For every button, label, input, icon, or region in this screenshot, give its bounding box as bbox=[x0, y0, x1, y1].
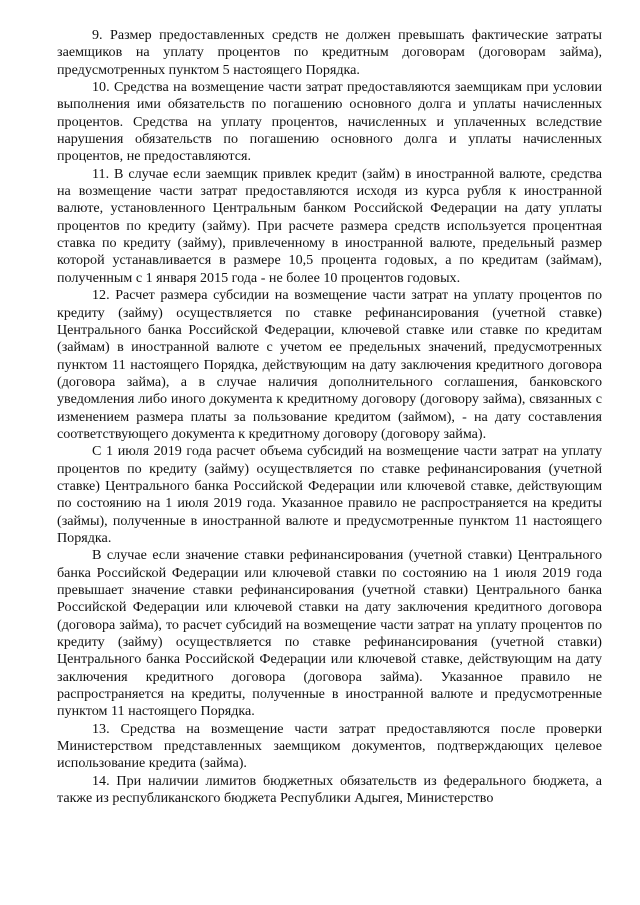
paragraph-9: 9. Размер предоставленных средств не должен превышать фактические затраты заемщиков на уплату процентов по кредитным договорам (договорам займа), предусмотренных пунктом 5 настоящего Порядка. bbox=[57, 27, 602, 78]
paragraph-11: 11. В случае если заемщик привлек кредит (займ) в иностранной валюте, средства на возмещение части затрат предоставляются исходя из курса рубля к иностранной валюте, установленного Центральным банком Российской Федерации на дату уплаты процентов по кредиту (займу). При расчете размера средств используется процентная ставка по кредиту (займу), привлеченному в иностранной валюте, предельный размер которой устанавливается в размере 10,5 процента годовых, а по кредитам (займам), полученным с 1 января 2015 года - не более 10 процентов годовых. bbox=[57, 165, 602, 286]
paragraph-12: 12. Расчет размера субсидии на возмещение части затрат на уплату процентов по кредиту (займу) осуществляется по ставке рефинансирования (учетной ставке) Центрального банка Российской Федерации, ключевой ставке или ставке по кредитам (займам) в иностранной валюте с учетом ее предельных значений, предусмотренных пунктом 11 настоящего Порядка, действующим на дату заключения кредитного договора (договора займа), а в случае наличия дополнительного соглашения, банковского уведомления либо иного документа к кредитному договору (договору займа), связанных с изменением размера платы за пользование кредитом (займом), - на дату составления соответствующего документа к кредитному договору (договору займа). bbox=[57, 287, 602, 442]
paragraph-12-exception: В случае если значение ставки рефинансирования (учетной ставки) Центрального банка Российской Федерации или ключевой ставки по состоянию на 1 июля 2019 года превышает значение ставки рефинансирования (учетной ставки) Центрального банка Российской Федерации или ключевой ставки на дату заключения кредитного договора (договора займа), то расчет субсидий на возмещение части затрат на уплату процентов по кредиту (займу) осуществляется по ставке рефинансирования (учетной ставки) Центрального банка Российской Федерации или ключевой ставке, действующим на дату заключения кредитного договора (договора займа). Указанное правило не распространяется на кредиты, полученные в иностранной валюте и предусмотренные пунктом 11 настоящего Порядка. bbox=[57, 547, 602, 720]
paragraph-14: 14. При наличии лимитов бюджетных обязательств из федерального бюджета, а также из республиканского бюджета Республики Адыгея, Министерство bbox=[57, 772, 602, 807]
paragraph-12-july-2019: С 1 июля 2019 года расчет объема субсидий на возмещение части затрат на уплату процентов по кредиту (займу) осуществляется по ставке рефинансирования (учетной ставке) Центрального банка Российской Федерации или ключевой ставке, действующим по состоянию на 1 июля 2019 года. Указанное правило не распространяется на кредиты (займы), полученные в иностранной валюте и предусмотренные пунктом 11 настоящего Порядка. bbox=[57, 443, 602, 546]
document-page bbox=[57, 27, 602, 807]
paragraph-10: 10. Средства на возмещение части затрат предоставляются заемщикам при условии выполнения ими обязательств по погашению основного долга и уплаты начисленных процентов. Средства на уплату процентов, начисленных и уплаченных вследствие нарушения обязательств по погашению основного долга и уплаты начисленных процентов, не предоставляются. bbox=[57, 79, 602, 165]
paragraph-13: 13. Средства на возмещение части затрат предоставляются после проверки Министерством представленных заемщиком документов, подтверждающих целевое использование кредита (займа). bbox=[57, 720, 602, 772]
